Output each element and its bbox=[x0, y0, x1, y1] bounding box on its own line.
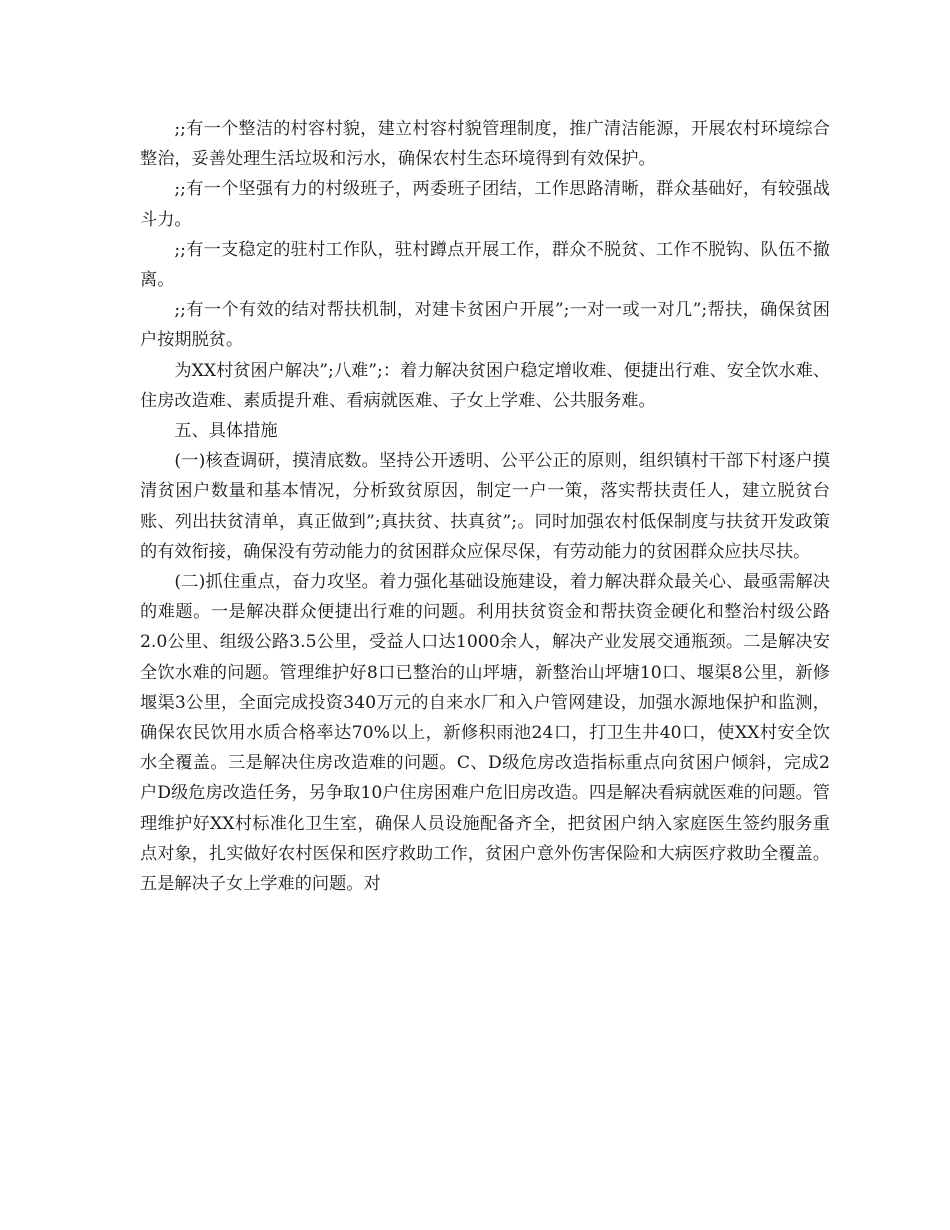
document-body bbox=[140, 114, 830, 899]
paragraph-work-team: ;;有一支稳定的驻村工作队，驻村蹲点开展工作，群众不脱贫、工作不脱钩、队伍不撤离。 bbox=[140, 239, 830, 291]
section-heading-measures: 五、具体措施 bbox=[174, 421, 278, 442]
paragraph-measure-two: (二)抓住重点，奋力攻坚。着力强化基础设施建设，着力解决群众最关心、最亟需解决的难题。一是解决群众便捷出行难的问题。利用扶贫资金和帮扶资金硬化和整治村级公路2.0公里、组级公路3.5公里，受益人口达1000余人，解决产业发展交通瓶颈。二是解决安全饮水难的问题。管理维护好8口已整治的山坪塘，新整治山坪塘10口、堰渠8公里，新修堰渠3公里，全面完成投资340万元的自来水厂和入户管网建设，加强水源地保护和监测，确保农民饮用水质合格率达70%以上，新修积雨池24口，打卫生井40口，使XX村安全饮水全覆盖。三是解决住房改造难的问题。C、D级危房改造指标重点向贫困户倾斜，完成2户D级危房改造任务，另争取10户住房困难户危旧房改造。四是解决看病就医难的问题。管理维护好XX村标准化卫生室，确保人员设施配备齐全，把贫困户纳入家庭医生签约服务重点对象，扎实做好农村医保和医疗救助工作，贫困户意外伤害保险和大病医疗救助全覆盖。五是解决子女上学难的问题。对 bbox=[140, 572, 830, 895]
paragraph-eight-difficulties: 为XX村贫困户解决”;八难”;：着力解决贫困户稳定增收难、便捷出行难、安全饮水难、住房改造难、素质提升难、看病就医难、子女上学难、公共服务难。 bbox=[140, 360, 830, 411]
paragraph-village-appearance: ;;有一个整洁的村容村貌，建立村容村貌管理制度，推广清洁能源，开展农村环境综合整治，妥善处理生活垃圾和污水，确保农村生态环境得到有效保护。 bbox=[140, 119, 830, 170]
paragraph-measure-one: (一)核查调研，摸清底数。坚持公开透明、公平公正的原则，组织镇村干部下村逐户摸清贫困户数量和基本情况，分析致贫原因，制定一户一策，落实帮扶责任人，建立脱贫台账、列出扶贫清单，真正做到”;真扶贫、扶真贫”;。同时加强农村低保制度与扶贫开发政策的有效衔接，确保没有劳动能力的贫困群众应保尽保，有劳动能力的贫困群众应扶尽扶。 bbox=[140, 451, 830, 562]
paragraph-pairing-mechanism: ;;有一个有效的结对帮扶机制，对建卡贫困户开展”;一对一或一对几”;帮扶，确保贫困户按期脱贫。 bbox=[140, 300, 830, 351]
paragraph-village-leadership: ;;有一个坚强有力的村级班子，两委班子团结，工作思路清晰，群众基础好，有较强战斗力。 bbox=[140, 179, 830, 230]
